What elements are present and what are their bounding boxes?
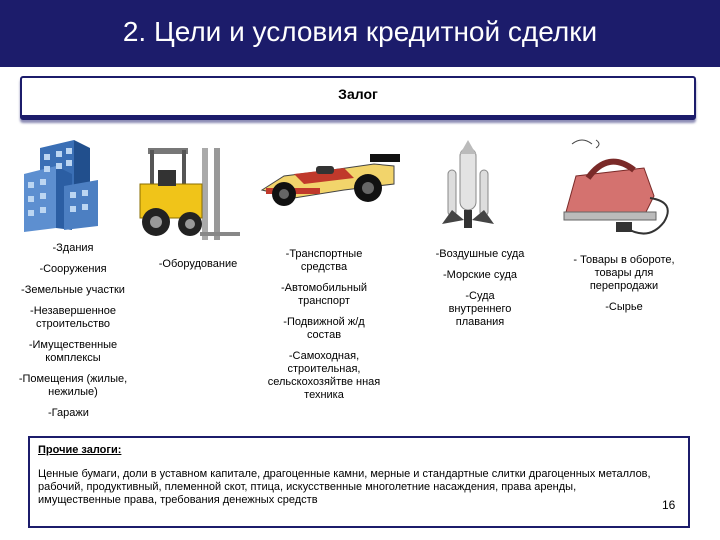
equipment-list: [146, 258, 250, 279]
iron-icon: [558, 136, 682, 240]
list-item: -Морские суда: [443, 269, 517, 281]
list-item: -Автомобильный транспорт: [280, 282, 368, 307]
list-item: -Незавершенное строительство: [30, 305, 116, 330]
vessels-list: [424, 248, 536, 337]
list-item: -Сырье: [605, 301, 643, 313]
race-car-icon: [254, 150, 404, 212]
space-shuttle-icon: [440, 140, 496, 232]
list-item: -Помещения (жилые, нежилые): [18, 373, 128, 398]
list-item: -Оборудование: [158, 258, 238, 270]
list-item: -Земельные участки: [21, 284, 125, 296]
goods-list: [566, 254, 682, 322]
list-item: -Имущественные комплексы: [28, 339, 118, 364]
forklift-icon: [134, 140, 242, 248]
list-item: -Суда внутреннего плавания: [448, 290, 512, 328]
page-number: 16: [662, 498, 676, 512]
list-item: -Транспортные средства: [285, 248, 363, 273]
office-buildings-icon: [20, 140, 106, 232]
list-item: -Самоходная, строительная, сельскохозяйтве нная техника: [267, 350, 381, 401]
transport-list: [266, 248, 382, 410]
collateral-box: [20, 76, 696, 120]
list-item: -Подвижной ж/д состав: [283, 316, 365, 341]
list-item: -Воздушные суда: [435, 248, 525, 260]
list-item: -Гаражи: [48, 407, 89, 419]
slide-title: 2. Цели и условия кредитной сделки: [122, 16, 598, 47]
list-item: - Товары в обороте, товары для перепродажи: [573, 254, 675, 292]
real-estate-list: [6, 242, 140, 428]
collateral-label: Залог: [338, 86, 378, 102]
list-item: -Сооружения: [39, 263, 107, 275]
other-collateral-title: Прочие залоги:: [38, 444, 122, 456]
other-collateral-box: [28, 436, 690, 528]
other-collateral-text: Ценные бумаги, доли в уставном капитале, драгоценные камни, мерные и стандартные слитки драгоценных металлов, рабочий, продуктивный, племенной скот, птица, искусственные многолетние насаждения, права аренды, имущественные права, требования денежных средств: [38, 468, 651, 506]
list-item: -Здания: [52, 242, 94, 254]
